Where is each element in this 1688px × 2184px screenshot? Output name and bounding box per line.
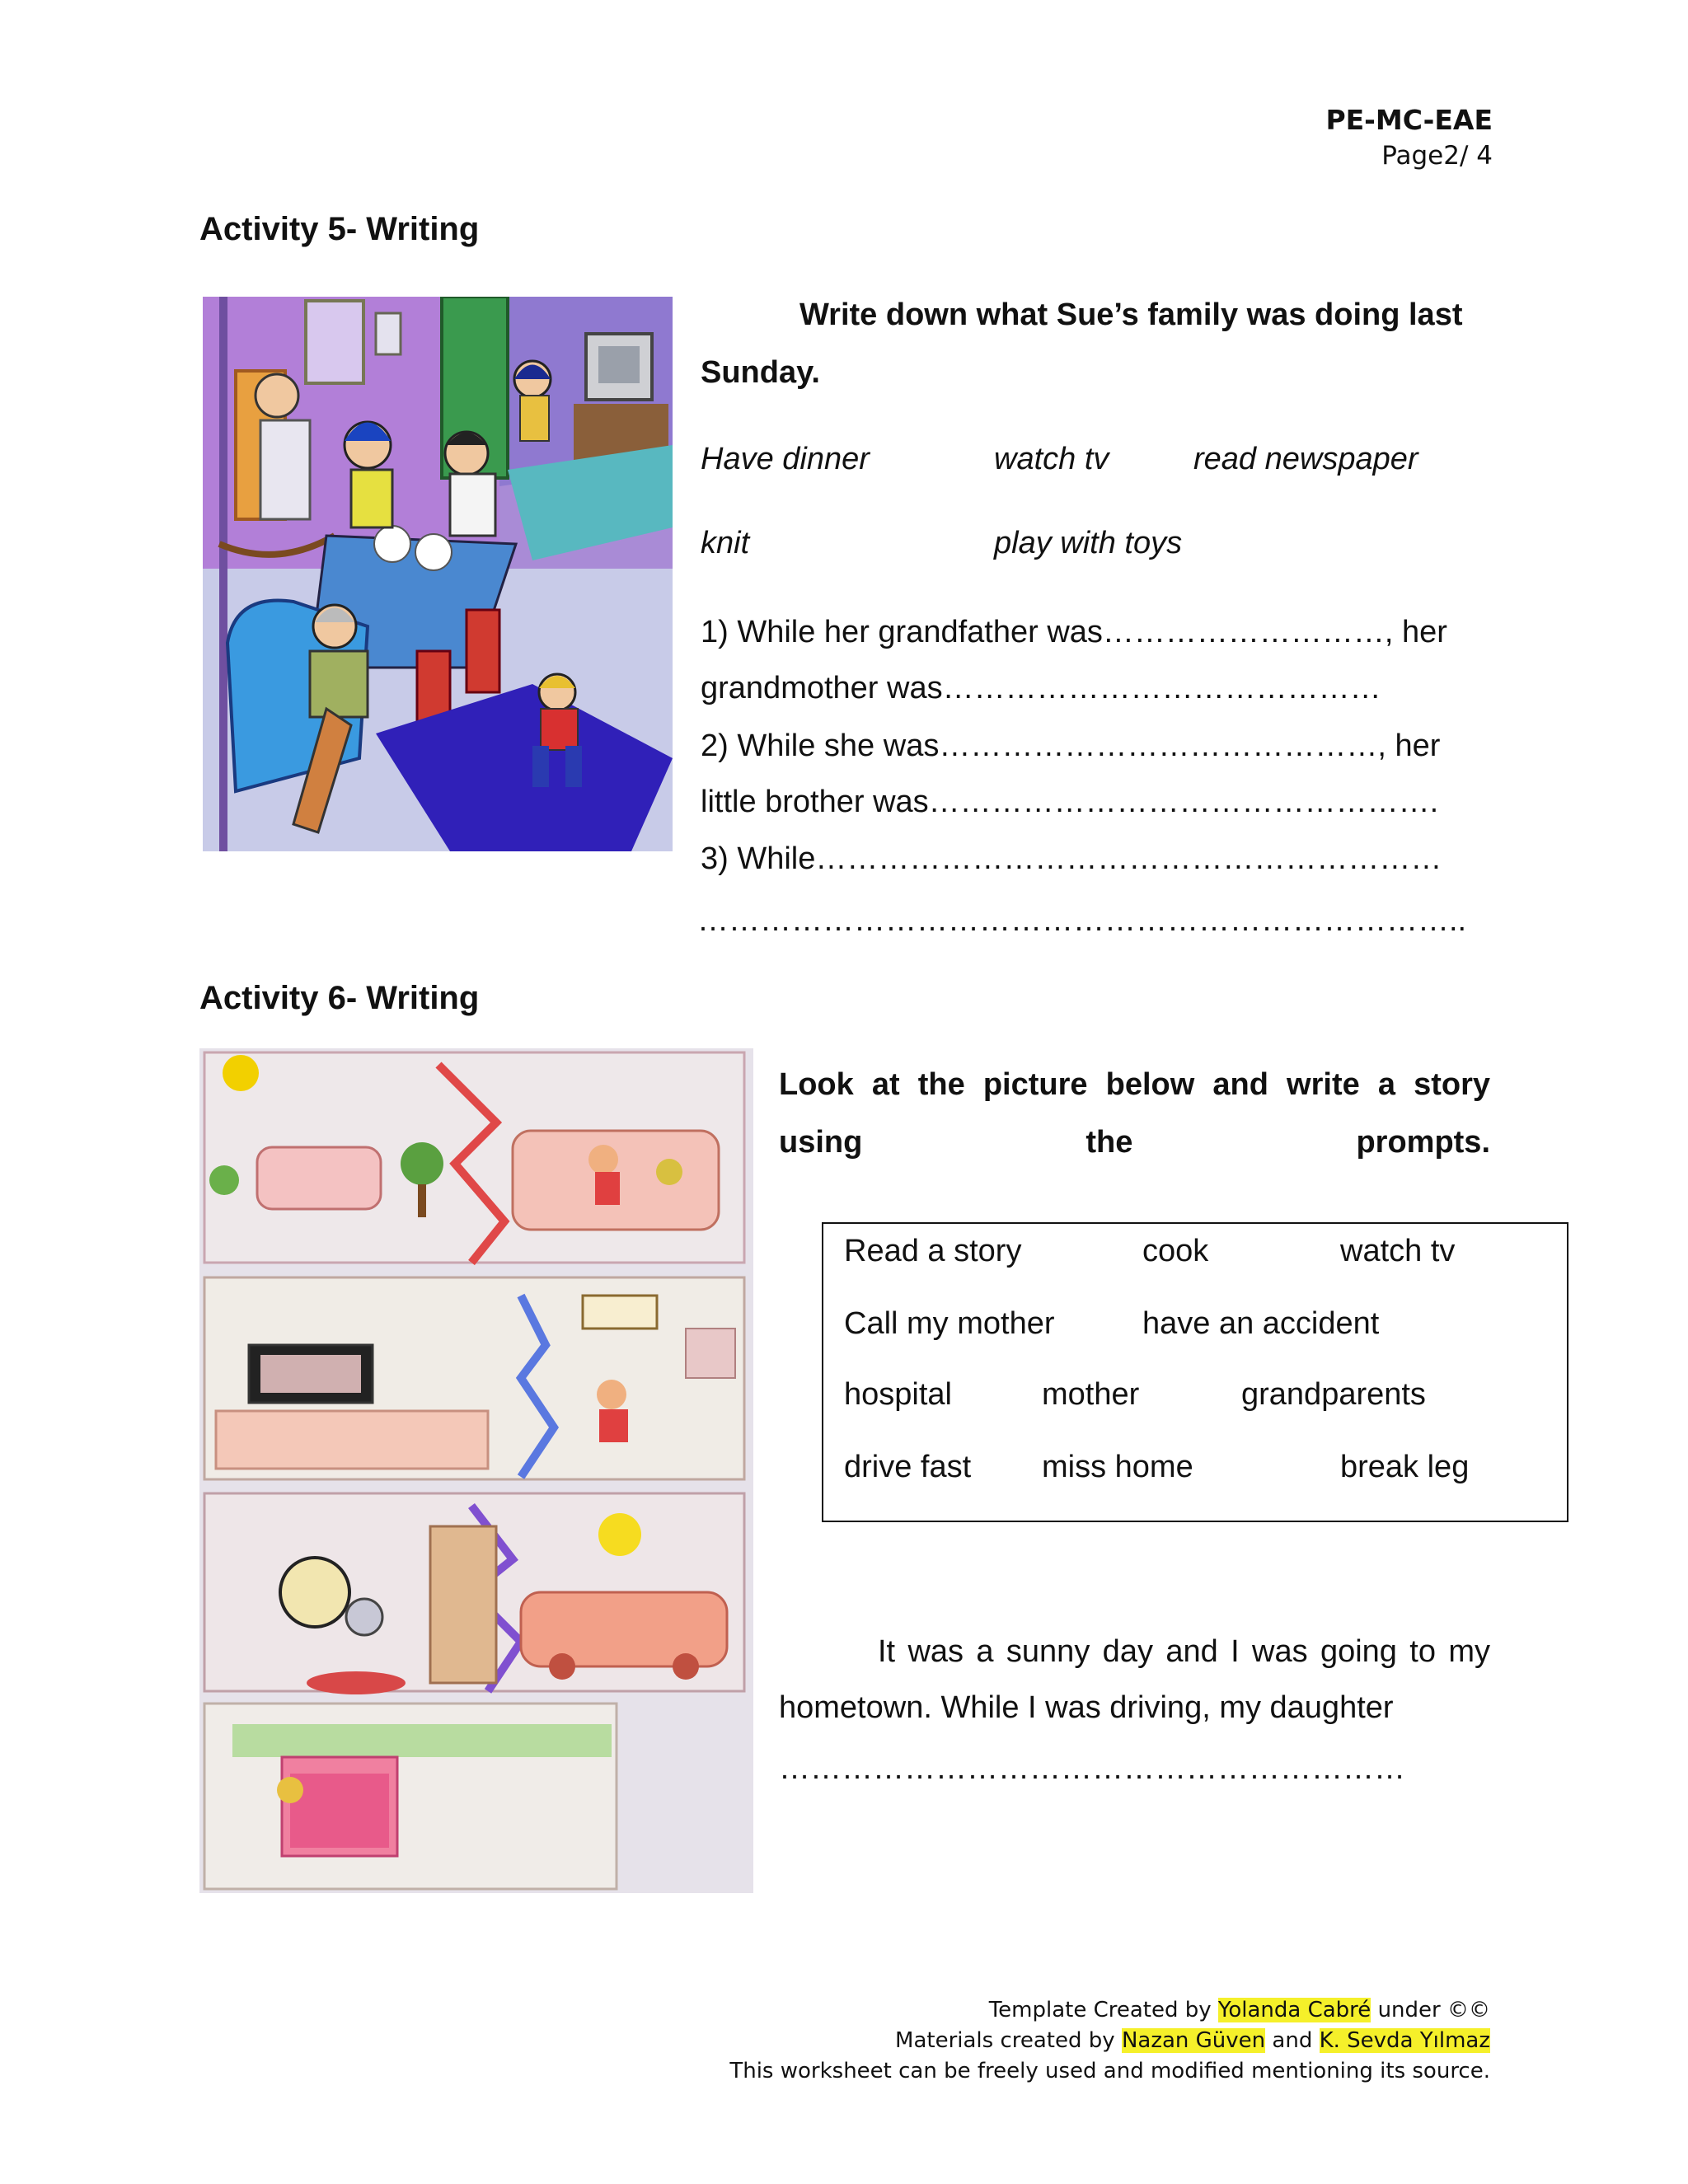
prompts-box xyxy=(822,1222,1568,1522)
activity-6-instruction-line: Look at the picture below and write a story using the prompts. xyxy=(779,1067,1490,1160)
verb-have-dinner: Have dinner xyxy=(701,442,870,476)
story-start: It was a sunny day and I was going to my hometown. While I was driving, my daughter xyxy=(779,1634,1490,1725)
footer xyxy=(729,1995,1490,2087)
answer-line-3: 2) While she was……………………………………, her xyxy=(701,729,1441,763)
prompt-miss-home: miss home xyxy=(1042,1450,1193,1484)
prompt-break-leg: break leg xyxy=(1340,1450,1470,1484)
prompt-cook: cook xyxy=(1142,1234,1209,1268)
prompt-watch-tv: watch tv xyxy=(1340,1234,1456,1268)
prompt-have-an-accident: have an accident xyxy=(1142,1306,1380,1341)
prompt-hospital: hospital xyxy=(844,1377,952,1412)
prompt-mother: mother xyxy=(1042,1377,1140,1412)
materials-author-2: K. Sevda Yılmaz xyxy=(1319,2028,1490,2053)
story-answer-line: …………………………………………………… xyxy=(779,1751,1405,1786)
answer-line-4: little brother was…………………………………………. xyxy=(701,785,1439,819)
prompt-grandparents: grandparents xyxy=(1241,1377,1426,1412)
prompt-read-a-story: Read a story xyxy=(844,1234,1022,1268)
activity-5-title: Activity 5- Writing xyxy=(199,211,480,247)
footer-materials-line: Materials created by Nazan Güven and K. Sevda Yılmaz xyxy=(895,2028,1490,2053)
verb-play-with-toys: play with toys xyxy=(994,526,1183,560)
answer-line-6: ……………………………………………………………….. xyxy=(697,903,1467,938)
verb-watch-tv: watch tv xyxy=(994,442,1109,476)
answer-line-2: grandmother was…………………………………… xyxy=(701,671,1381,705)
footer-template-line: Template Created by Yolanda Cabré under ©© xyxy=(988,1998,1490,2022)
story-comic-svg xyxy=(199,1048,753,1893)
activity-5-instruction: Write down what Sue’s family was doing last Sunday. xyxy=(701,298,1463,390)
verb-read-newspaper: read newspaper xyxy=(1193,442,1418,476)
activity-6-title: Activity 6- Writing xyxy=(199,980,480,1016)
family-illustration-svg xyxy=(203,297,673,851)
verb-knit: knit xyxy=(701,526,750,560)
page-number: Page2/ 4 xyxy=(1381,141,1493,171)
footer-usage-line: This worksheet can be freely used and modified mentioning its source. xyxy=(729,2059,1490,2083)
materials-author-1: Nazan Güven xyxy=(1121,2028,1266,2053)
prompt-call-my-mother: Call my mother xyxy=(844,1306,1055,1341)
story-comic-picture xyxy=(199,1048,753,1893)
answer-line-5: 3) While…………………………………………………… xyxy=(701,841,1442,876)
template-author: Yolanda Cabré xyxy=(1217,1998,1372,2022)
prompt-drive-fast: drive fast xyxy=(844,1450,972,1484)
family-living-room-picture xyxy=(203,297,673,851)
document-code: PE-MC-EAE xyxy=(1325,104,1493,136)
answer-line-1: 1) While her grandfather was………………………, her xyxy=(701,615,1447,649)
